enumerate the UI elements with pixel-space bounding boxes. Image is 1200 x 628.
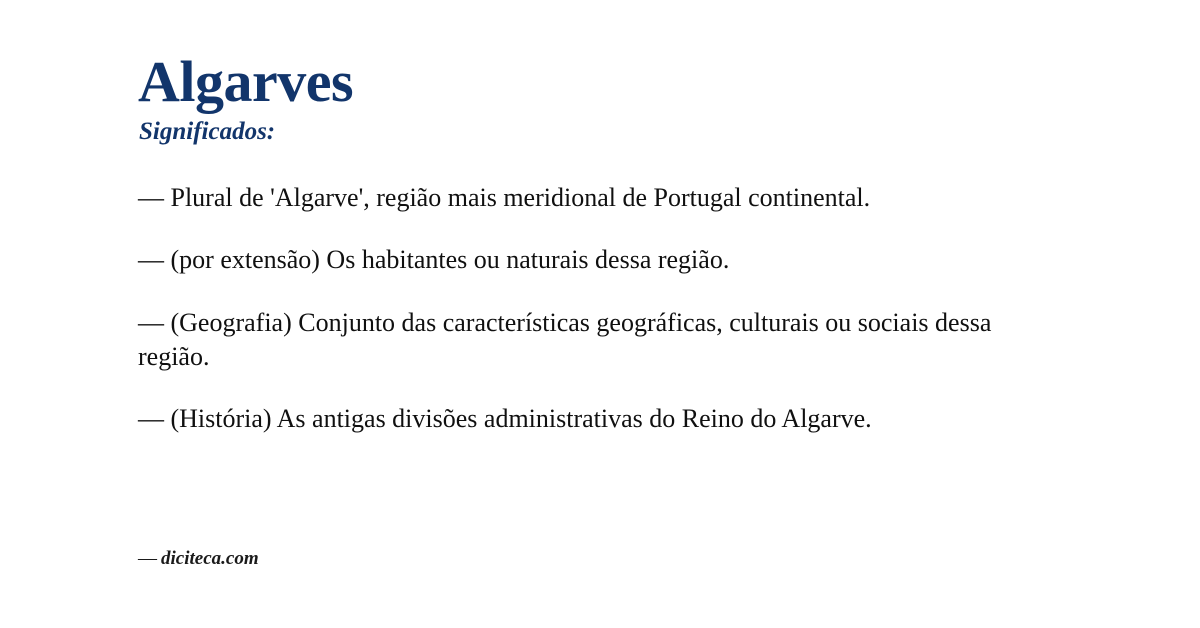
- list-item: — (por extensão) Os habitantes ou naturais dessa região.: [138, 245, 730, 275]
- definition-list: [138, 181, 1062, 437]
- list-item: — (História) As antigas divisões administrativas do Reino do Algarve.: [138, 404, 872, 434]
- source-attribution: [138, 548, 259, 570]
- source-label: diciteca.com: [161, 548, 259, 569]
- meanings-subtitle: Significados:: [139, 117, 276, 145]
- list-item: — Plural de 'Algarve', região mais meridional de Portugal continental.: [138, 182, 871, 212]
- list-item: — (Geografia) Conjunto das características geográficas, culturais ou sociais dessa região.: [138, 307, 992, 371]
- page-title: Algarves: [138, 49, 354, 114]
- source-dash: —: [138, 548, 157, 569]
